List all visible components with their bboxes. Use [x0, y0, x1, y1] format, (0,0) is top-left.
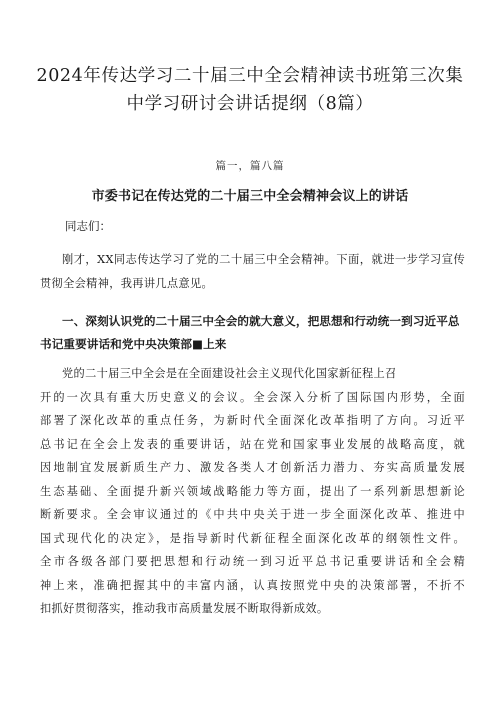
body-line: 生态基础、全面提升新兴领域战略能力等方面，提出了一系列新思想新论	[40, 484, 465, 498]
salutation: 同志们：	[65, 219, 111, 233]
body-line: 因地制宜发展新质生产力、激发各类人才创新活力潜力、夯实高质量发展	[40, 461, 465, 474]
body-line: 部署了深化改革的重点任务，为新时代全面深化改革指明了方向。习近平	[40, 414, 465, 427]
document-title	[30, 62, 470, 118]
document-title-line-2: 中学习研讨会讲话提纲（8篇）	[126, 94, 374, 114]
body-line: 断新要求。全会审议通过的《中共中央关于进一步全面深化改革、推进中	[40, 508, 465, 521]
body-line: 党的二十届三中全会是在全面建设社会主义现代化国家新征程上召	[62, 367, 397, 380]
body-line: 扣抓好贯彻落实，推动我市高质量发展不断取得新成效。	[40, 602, 329, 615]
section-label: 篇一，篇八篇	[215, 160, 285, 172]
body-line: 总书记在全会上发表的重要讲话，站在党和国家事业发展的战略高度，就	[40, 437, 465, 451]
body-line: 国式现代化的决定》，是指导新时代新征程全面深化改革的纲领性文件。	[40, 531, 465, 545]
intro-paragraph: 刚才，XX同志传达学习了党的二十届三中全会精神。下面，就进一步学习宣传贯彻全会精神，我再讲几点意见。	[40, 253, 465, 290]
body-line: 开的一次具有重大历史意义的会议。全会深入分析了国际国内形势，全面	[40, 390, 465, 404]
body-line: 神上来，准确把握其中的丰富内涵，认真按照党中央的决策部署，不折不	[40, 578, 465, 592]
document-title-line-1: 2024年传达学习二十届三中全会精神读书班第三次集	[36, 66, 464, 86]
body-line: 全市各级各部门要把思想和行动统一到习近平总书记重要讲话和全会精	[40, 555, 465, 568]
body-paragraph	[40, 362, 465, 621]
sub-heading-1: 一、深刻认识党的二十届三中全会的就大意义，把思想和行动统一到习近平总书记重要讲话和党中央决策部■上来	[40, 314, 460, 351]
speech-heading: 市委书记在传达党的二十届三中全会精神会议上的讲话	[91, 189, 409, 204]
